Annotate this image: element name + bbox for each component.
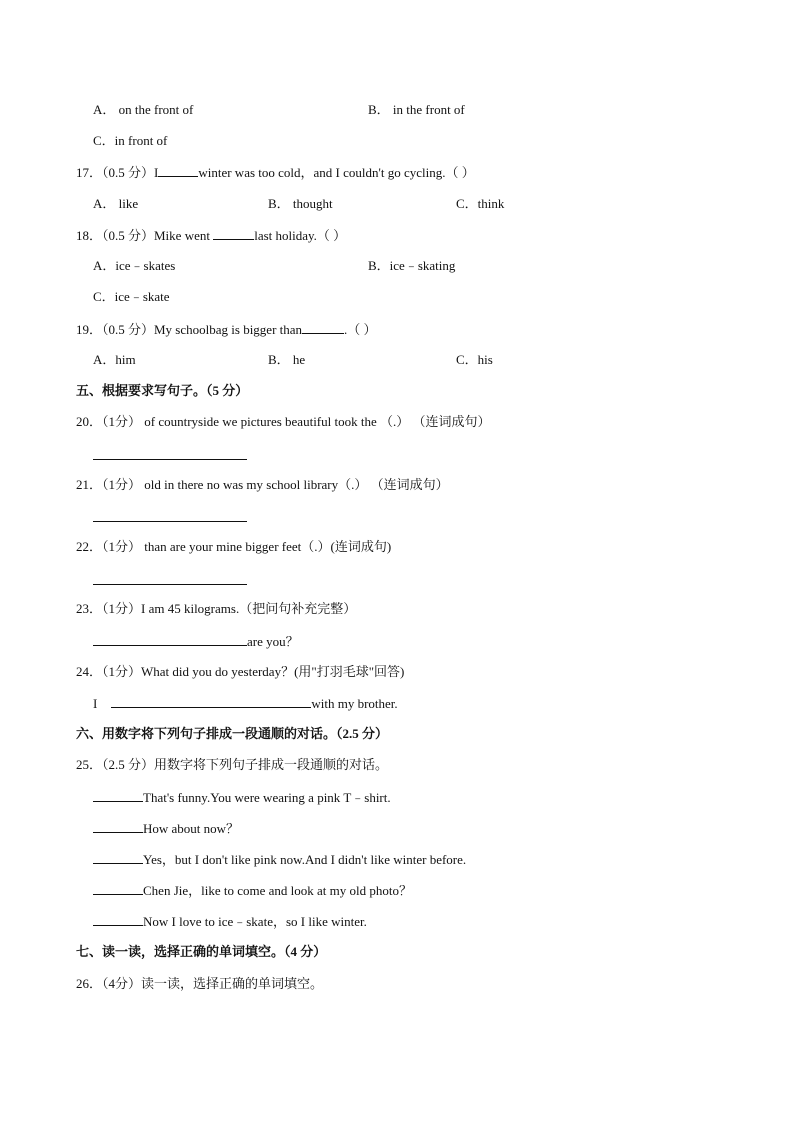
dialogue-text-5: Now I love to ice﹣skate，so I like winter.: [143, 914, 367, 929]
question-24-answer-suffix: with my brother.: [311, 696, 398, 711]
q19-option-c[interactable]: C．his: [456, 352, 493, 367]
order-blank-2[interactable]: [93, 820, 143, 833]
dialogue-line-1: [93, 789, 391, 806]
answer-blank-24[interactable]: [111, 695, 311, 708]
question-17-suffix: winter was too cold，and I couldn't go cycling.（ ）: [198, 165, 475, 180]
question-24: 24．（1分）What did you do yesterday？(用"打羽毛球"回答): [76, 664, 405, 679]
order-blank-5[interactable]: [93, 913, 143, 926]
question-19-prefix: 19．（0.5 分）My schoolbag is bigger than: [76, 322, 303, 337]
question-17: [76, 164, 475, 181]
q19-option-a[interactable]: A．him: [93, 352, 136, 367]
answer-line-20[interactable]: [93, 459, 247, 460]
question-17-prefix: 17．（0.5 分）I: [76, 165, 159, 180]
q17-option-c[interactable]: C．think: [456, 196, 505, 211]
question-18: [76, 227, 346, 244]
q17-option-a[interactable]: A． like: [93, 196, 139, 211]
dialogue-text-3: Yes，but I don't like pink now.And I didn't like winter before.: [143, 852, 467, 867]
dialogue-text-4: Chen Jie，like to come and look at my old photo？: [143, 883, 412, 898]
question-26: 26．（4分）读一读，选择正确的单词填空。: [76, 976, 324, 991]
question-18-prefix: 18．（0.5 分）Mike went: [76, 228, 214, 243]
section-5-title: 五、根据要求写句子。（5 分）: [76, 383, 249, 398]
section-6-title: 六、用数字将下列句子排成一段通顺的对话。（2.5 分）: [76, 726, 389, 741]
question-20: 20．（1分） of countryside we pictures beautiful took the （.） （连词成句）: [76, 414, 491, 429]
question-18-suffix: last holiday.（ ）: [254, 228, 347, 243]
question-23: 23．（1分）I am 45 kilograms.（把问句补充完整）: [76, 601, 357, 616]
order-blank-4[interactable]: [93, 882, 143, 895]
section-7-title: 七、读一读，选择正确的单词填空。（4 分）: [76, 944, 327, 959]
question-25: 25．（2.5 分）用数字将下列句子排成一段通顺的对话。: [76, 757, 389, 772]
question-17-blank[interactable]: [158, 164, 198, 177]
question-19-blank[interactable]: [302, 321, 344, 334]
question-19: [76, 321, 377, 338]
question-23-answer: [93, 633, 299, 650]
dialogue-line-5: [93, 913, 367, 930]
q17-option-b[interactable]: B． thought: [268, 196, 333, 211]
dialogue-line-3: [93, 851, 466, 868]
q16-option-b[interactable]: B． in the front of: [368, 102, 465, 117]
question-21: 21．（1分） old in there no was my school library（.） （连词成句）: [76, 477, 449, 492]
dialogue-line-4: [93, 882, 412, 899]
question-24-answer-prefix: I: [93, 696, 98, 711]
answer-blank-23[interactable]: [93, 633, 247, 646]
dialogue-text-2: How about now？: [143, 821, 240, 836]
question-18-blank[interactable]: [213, 227, 254, 240]
dialogue-line-2: [93, 820, 239, 837]
order-blank-3[interactable]: [93, 851, 143, 864]
q18-option-a[interactable]: A．ice﹣skates: [93, 258, 176, 273]
q19-option-b[interactable]: B． he: [268, 352, 306, 367]
question-24-answer: [93, 695, 398, 712]
answer-line-22[interactable]: [93, 584, 247, 585]
dialogue-text-1: That's funny.You were wearing a pink T﹣shirt.: [143, 790, 391, 805]
q16-option-a[interactable]: A． on the front of: [93, 102, 194, 117]
answer-line-21[interactable]: [93, 521, 247, 522]
question-19-suffix: .（ ）: [344, 322, 377, 337]
q16-option-c[interactable]: C．in front of: [93, 133, 168, 148]
order-blank-1[interactable]: [93, 789, 143, 802]
question-22: 22．（1分） than are your mine bigger feet（.）(连词成句): [76, 539, 392, 554]
q18-option-b[interactable]: B．ice﹣skating: [368, 258, 456, 273]
q18-option-c[interactable]: C．ice﹣skate: [93, 289, 170, 304]
question-23-answer-suffix: are you？: [247, 634, 299, 649]
